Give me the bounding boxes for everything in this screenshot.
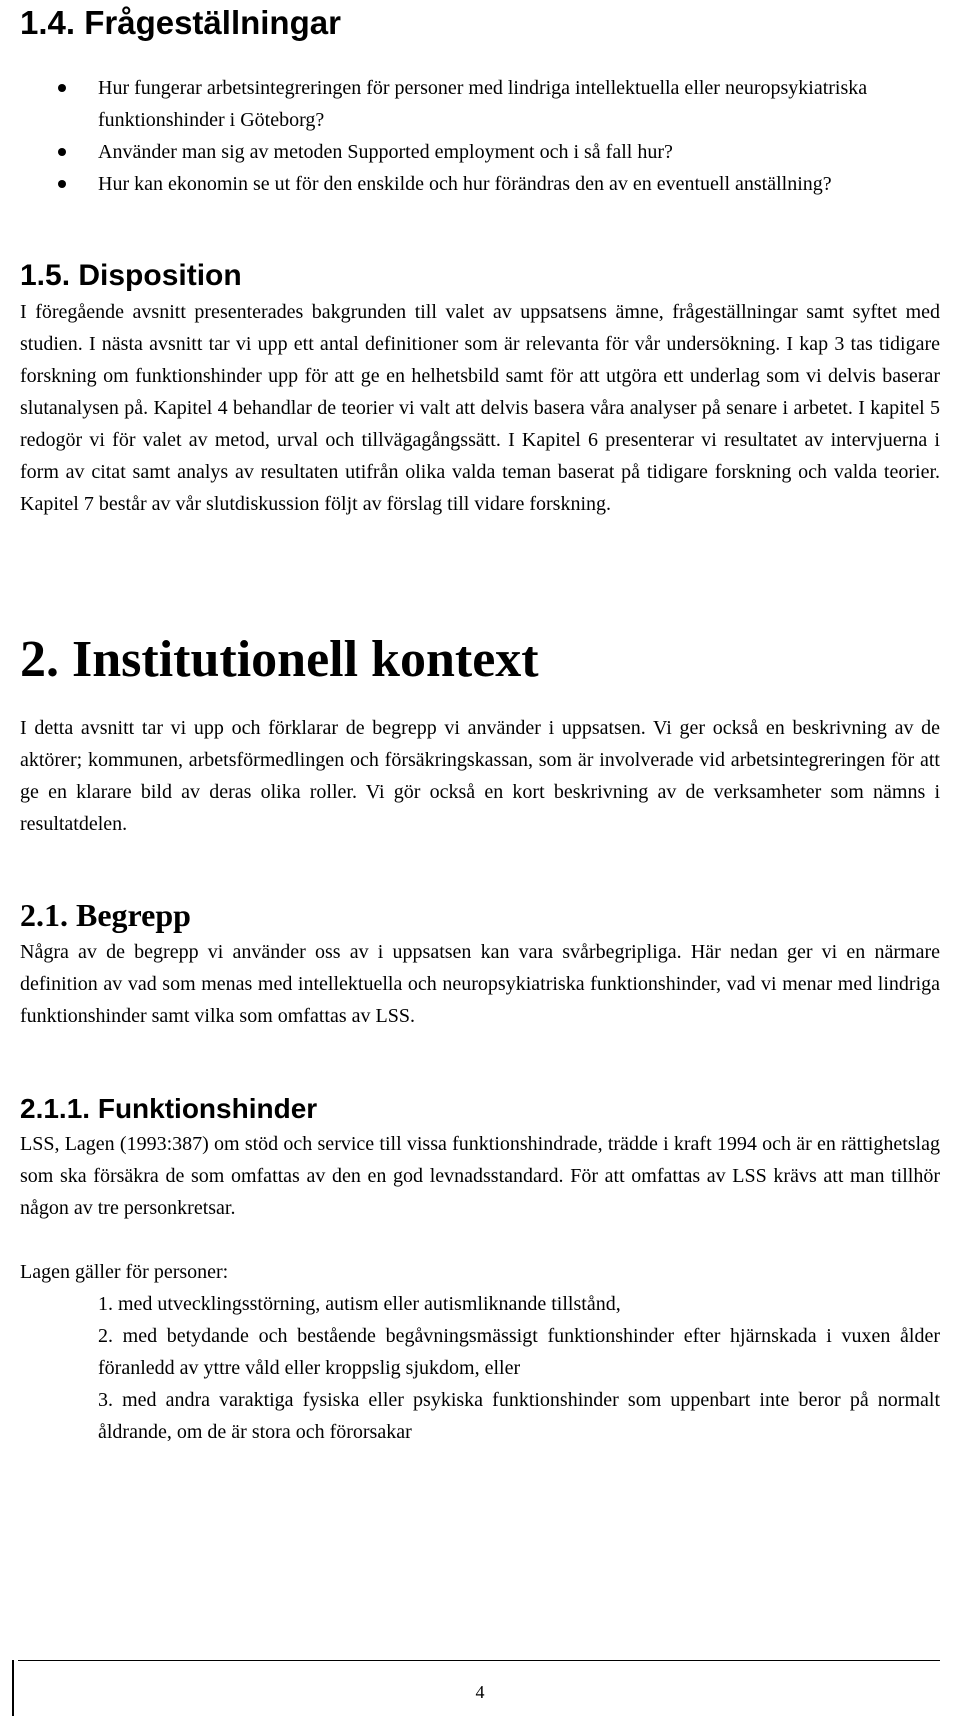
list-item: Använder man sig av metoden Supported employment och i så fall hur? (20, 136, 940, 168)
section-heading-1-5: 1.5. Disposition (20, 259, 242, 292)
list-item: 1. med utvecklingsstörning, autism eller autismliknande tillstånd, (98, 1293, 621, 1315)
section-heading-2-1-1: 2.1.1. Funktionshinder (20, 1093, 318, 1124)
bullet-icon (58, 180, 66, 188)
section-heading-1-4: 1.4. Frågeställningar (20, 4, 341, 41)
list-item: 3. med andra varaktiga fysiska eller psykiska funktionshinder som uppenbart inte beror på normalt åldrande, om de är stora och förorsakar (98, 1389, 940, 1443)
list-item: Hur fungerar arbetsintegreringen för personer med lindriga intellektuella eller neuropsykiatriska funktionshinder i Göteborg? (20, 72, 940, 136)
concepts-paragraph: Några av de begrepp vi använder oss av i uppsatsen kan vara svårbegripliga. Här nedan ger vi en närmare definition av vad som menas med intellektuella och neuropsykiatriska funktionshinder, vad vi menar med lindriga funktionshinder samt vilka som omfattas av LSS. (20, 941, 940, 1027)
law-intro-text: Lagen gäller för personer: (20, 1261, 229, 1283)
law-criteria-list (98, 1288, 940, 1448)
bullet-icon (58, 84, 66, 92)
footer-divider (18, 1660, 940, 1661)
disposition-paragraph: I föregående avsnitt presenterades bakgrunden till valet av uppsatsens ämne, frågeställningar samt syftet med studien. I nästa avsnitt tar vi upp ett antal definitioner som är relevanta för vår undersökning. I kap 3 tas tidigare forskning om funktionshinder upp för att ge en helhetsbild samt för att utgöra ett underlag som vi delvis baserar slutanalysen på. Kapitel 4 behandlar de teorier vi valt att delvis basera våra analyser på senare i arbetet. I kapitel 5 redogör vi för valet av metod, urval och tillvägagångssätt. I Kapitel 6 presenterar vi resultatet av intervjuerna i form av citat samt analys av resultaten utifrån olika valda teman baserat på tidigare forskning och valda teorier. Kapitel 7 består av vår slutdiskussion följt av förslag till vidare forskning. (20, 301, 940, 515)
list-item: Hur kan ekonomin se ut för den enskilde och hur förändras den av en eventuell anställning? (20, 168, 940, 200)
disability-paragraph: LSS, Lagen (1993:387) om stöd och service till vissa funktionshindrade, trädde i kraft 1994 och är en rättighetslag som ska försäkra de som omfattas av den en god levnadsstandard. För att omfattas av LSS krävs att man tillhör någon av tre personkretsar. (20, 1133, 940, 1219)
bullet-icon (58, 148, 66, 156)
list-item: 2. med betydande och bestående begåvningsmässigt funktionshinder efter hjärnskada i vuxen ålder föranledd av yttre våld eller kroppslig sjukdom, eller (98, 1325, 940, 1379)
section-heading-2: 2. Institutionell kontext (20, 631, 539, 688)
page-number: 4 (475, 1682, 485, 1702)
research-questions-list (20, 72, 940, 200)
section-heading-2-1: 2.1. Begrepp (20, 897, 191, 933)
institutional-context-paragraph: I detta avsnitt tar vi upp och förklarar de begrepp vi använder i uppsatsen. Vi ger också en beskrivning av de aktörer; kommunen, arbetsförmedlingen och försäkringskassan, som är involverade vid arbetsintegreringen för att ge en klarare bild av deras olika roller. Vi gör också en kort beskrivning av de verksamheter som nämns i resultatdelen. (20, 717, 940, 835)
